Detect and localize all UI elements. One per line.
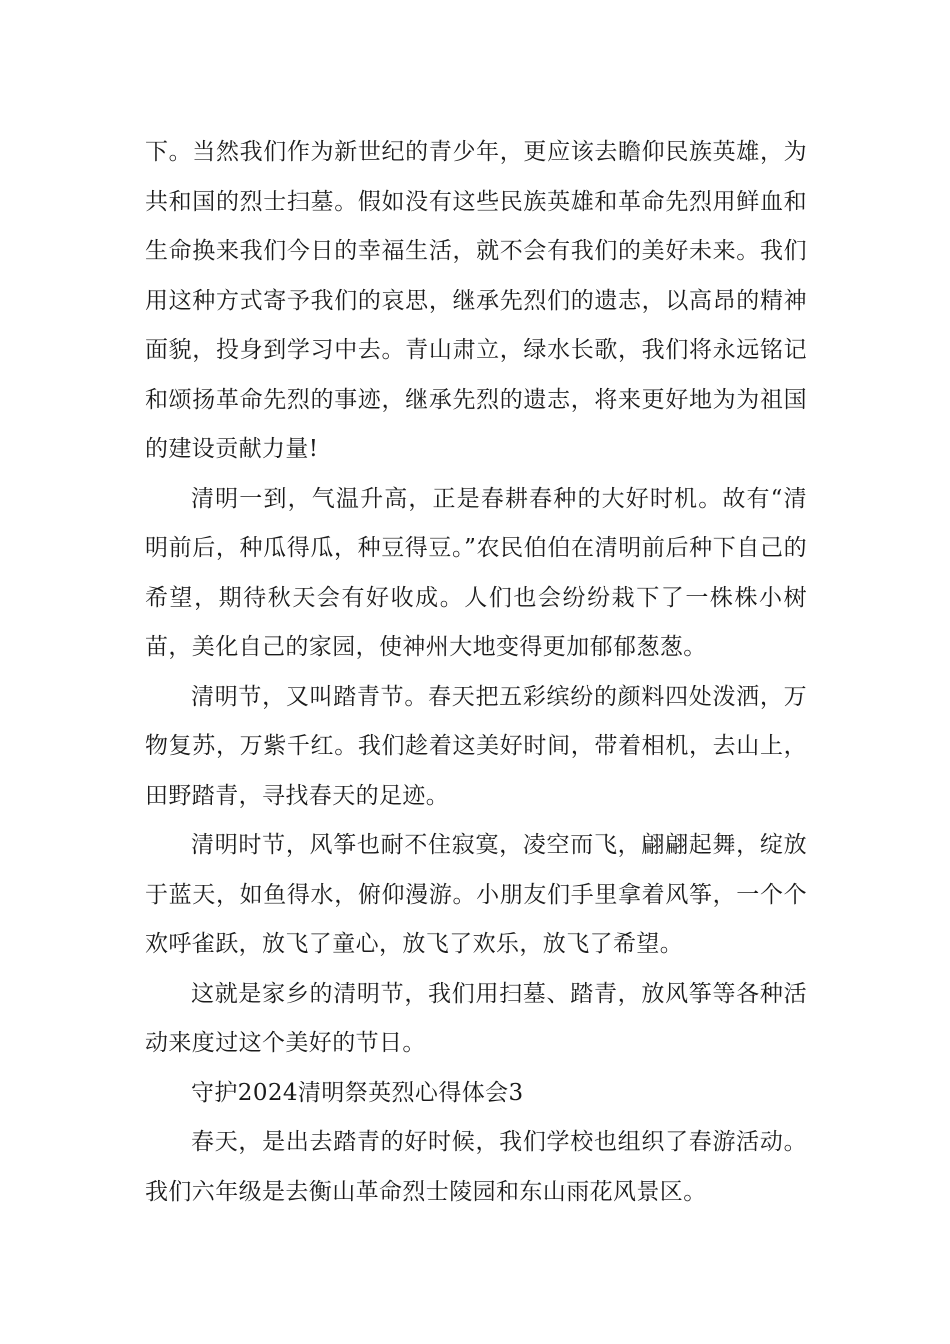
- paragraph-continuation: 下。当然我们作为新世纪的青少年，更应该去瞻仰民族英雄，为共和国的烈士扫墓。假如没有这些民族英雄和革命先烈用鲜血和生命换来我们今日的幸福生活，就不会有我们的美好未来。我们用这种方式寄予我们的哀思，继承先烈们的遗志，以高昂的精神面貌，投身到学习中去。青山肃立，绿水长歌，我们将永远铭记和颂扬革命先烈的事迹，继承先烈的遗志，将来更好地为为祖国的建设贡献力量!: [145, 139, 807, 462]
- paragraph-qingming-outing: 清明节，又叫踏青节。春天把五彩缤纷的颜料四处泼洒，万物复苏，万紫千红。我们趁着这美好时间，带着相机，去山上，田野踏青，寻找春天的足迹。: [145, 683, 807, 809]
- paragraph-kites: 清明时节，风筝也耐不住寂寞，凌空而飞，翩翩起舞，绽放于蓝天，如鱼得水，俯仰漫游。小朋友们手里拿着风筝，一个个欢呼雀跃，放飞了童心，放飞了欢乐，放飞了希望。: [145, 832, 807, 957]
- paragraph-qingming-farming: 清明一到，气温升高，正是春耕春种的大好时机。故有“清明前后，种瓜得瓜，种豆得豆。”农民伯伯在清明前后种下自己的希望，期待秋天会有好收成。人们也会纷纷栽下了一株株小树苗，美化自己的家园，使神州大地变得更加郁郁葱葱。: [145, 485, 807, 660]
- paragraph-hometown-festival: 这就是家乡的清明节，我们用扫墓、踏青，放风筝等各种活动来度过这个美好的节日。: [145, 980, 807, 1056]
- document-body: [145, 128, 807, 1217]
- section-heading: 守护2024清明祭英烈心得体会3: [191, 1079, 524, 1106]
- paragraph-spring-trip: 春天，是出去踏青的好时候，我们学校也组织了春游活动。我们六年级是去衡山革命烈士陵园和东山雨花风景区。: [145, 1129, 807, 1205]
